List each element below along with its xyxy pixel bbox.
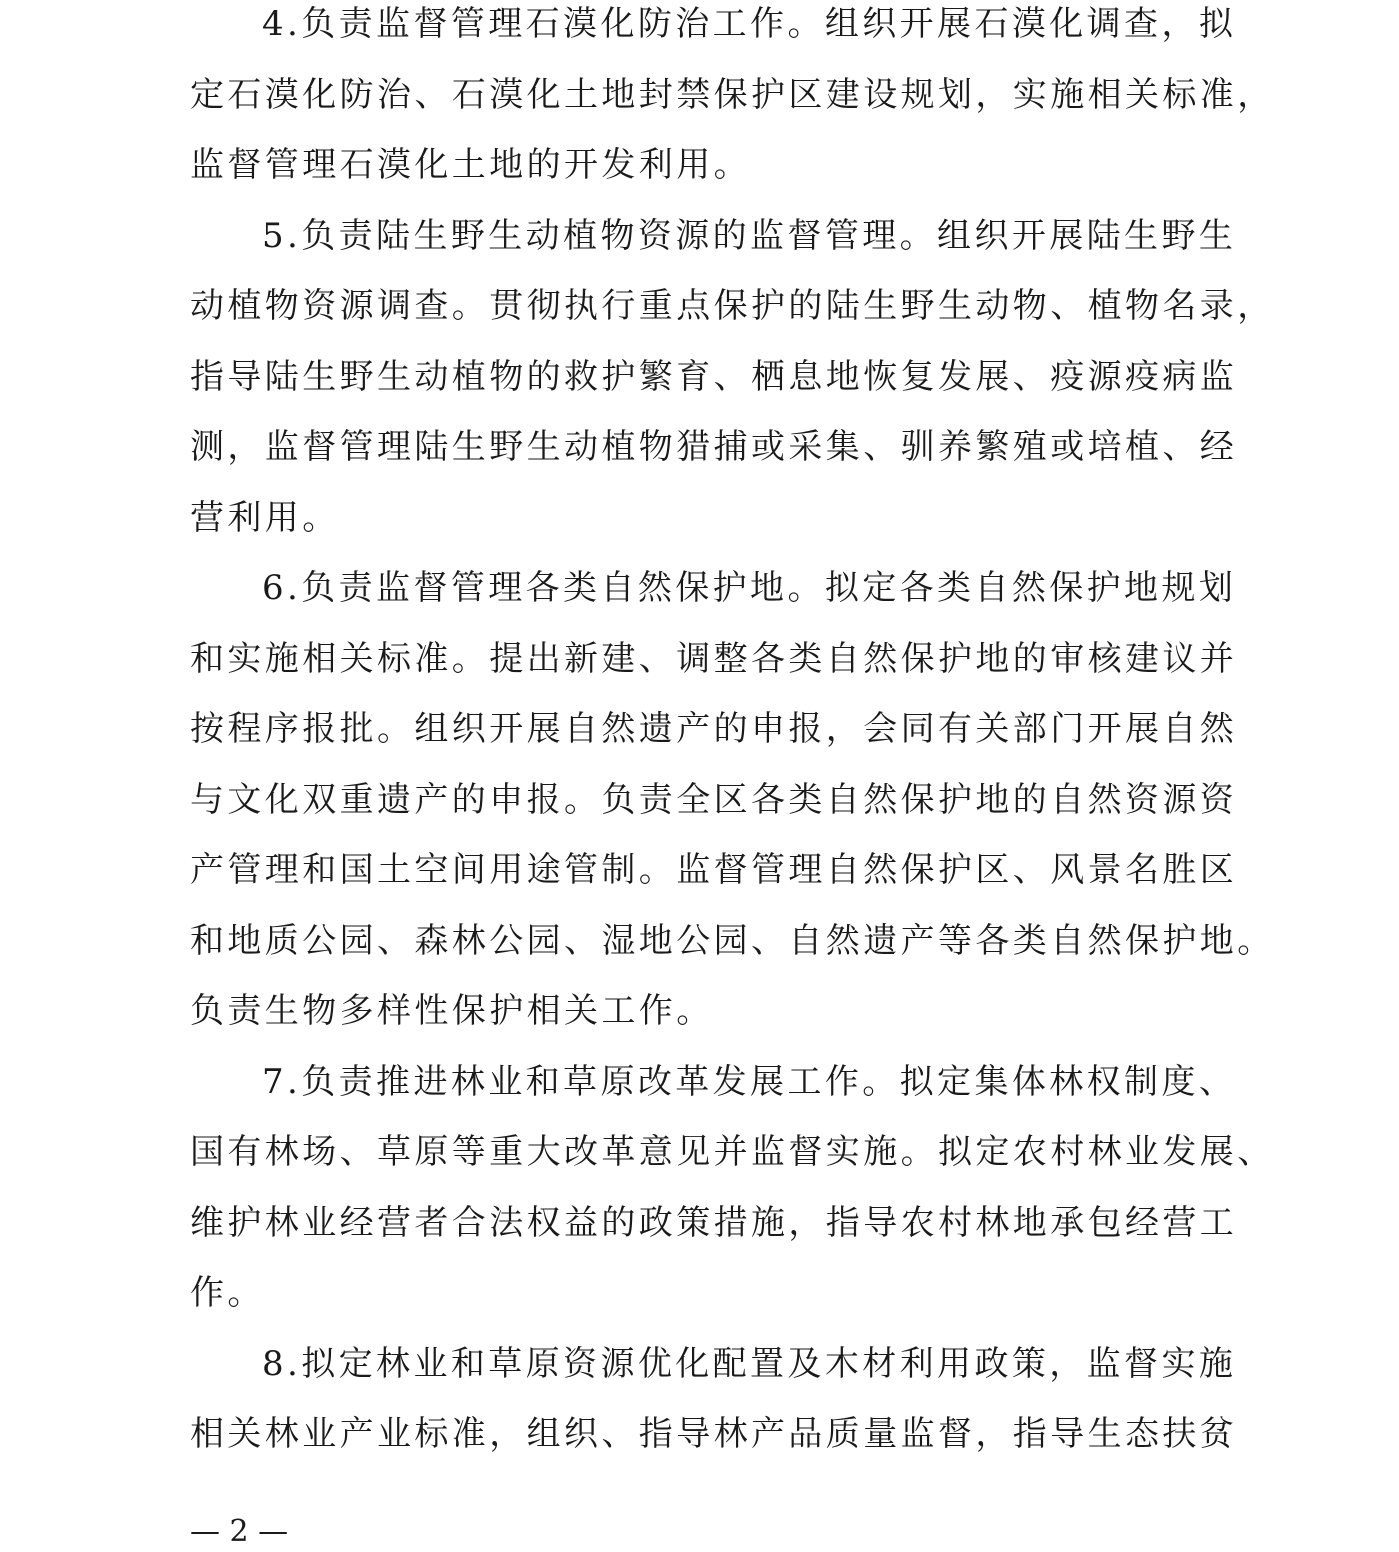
paragraph-8 [190, 1329, 1238, 1470]
paragraph-4 [190, 0, 1275, 201]
text-line: 和地质公园、森林公园、湿地公园、自然遗产等各类自然保护地。 [190, 920, 1275, 961]
paragraph-7 [190, 1047, 1275, 1329]
text-line: 相关林业产业标准，组织、指导林产品质量监督，指导生态扶贫 [190, 1414, 1238, 1454]
text-line: 负责生物多样性保护相关工作。 [190, 991, 714, 1031]
paragraph-6 [190, 553, 1275, 1047]
text-line: 5.负责陆生野生动植物资源的监督管理。组织开展陆生野生 [262, 215, 1237, 256]
text-line: 与文化双重遗产的申报。负责全区各类自然保护地的自然资源资 [190, 779, 1238, 820]
text-line: 7.负责推进林业和草原改革发展工作。拟定集体林权制度、 [262, 1061, 1237, 1102]
text-line: 作。 [190, 1273, 265, 1313]
paragraph-5 [190, 201, 1275, 554]
text-line: 监督管理石漠化土地的开发利用。 [190, 145, 751, 185]
text-line: 6.负责监督管理各类自然保护地。拟定各类自然保护地规划 [262, 568, 1237, 608]
text-line: 和实施相关标准。提出新建、调整各类自然保护地的审核建议并 [190, 638, 1238, 679]
document-body [190, 0, 1275, 1470]
text-line: 按程序报批。组织开展自然遗产的申报，会同有关部门开展自然 [190, 709, 1238, 749]
text-line: 4.负责监督管理石漠化防治工作。组织开展石漠化调查，拟 [262, 4, 1237, 44]
text-line: 测，监督管理陆生野生动植物猎捕或采集、驯养繁殖或培植、经 [190, 427, 1238, 467]
text-line: 指导陆生野生动植物的救护繁育、栖息地恢复发展、疫源疫病监 [190, 356, 1238, 397]
text-line: 国有林场、草原等重大改革意见并监督实施。拟定农村林业发展、 [190, 1132, 1275, 1172]
text-line: 维护林业经营者合法权益的政策措施，指导农村林地承包经营工 [190, 1202, 1238, 1243]
text-line: 8.拟定林业和草原资源优化配置及木材利用政策，监督实施 [262, 1343, 1237, 1384]
text-line: 定石漠化防治、石漠化土地封禁保护区建设规划，实施相关标准， [190, 74, 1275, 115]
text-line: 营利用。 [190, 497, 340, 538]
text-line: 产管理和国土空间用途管制。监督管理自然保护区、风景名胜区 [190, 850, 1238, 890]
page-number: — 2 — [190, 1514, 289, 1549]
text-line: 动植物资源调查。贯彻执行重点保护的陆生野生动物、植物名录， [190, 286, 1275, 326]
